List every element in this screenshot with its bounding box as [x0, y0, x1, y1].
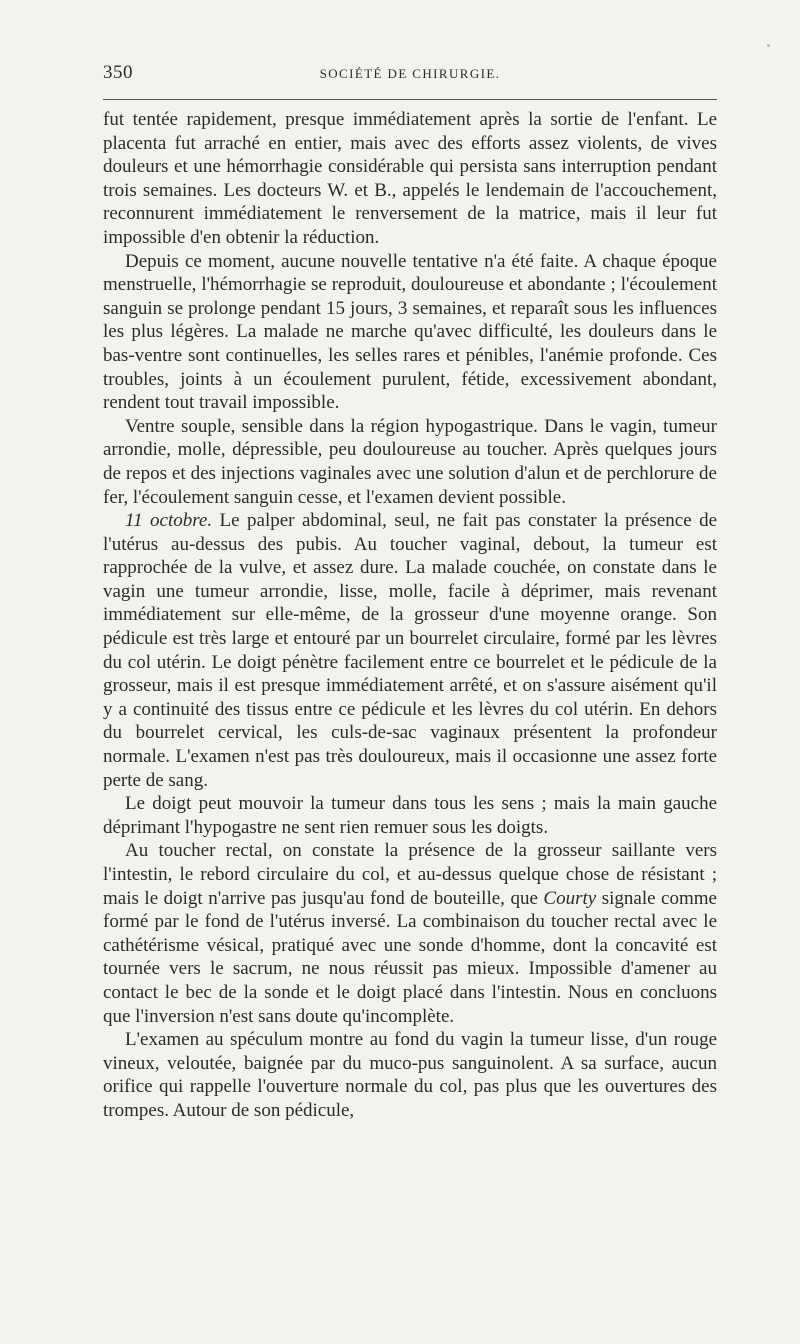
header-rule	[103, 99, 717, 100]
date-label: 11 octobre.	[125, 510, 213, 532]
author-name: Courty	[543, 887, 597, 909]
paragraph-3: Ventre souple, sensible dans la région hypogastrique. Dans le vagin, tumeur arrondie, molle, dépressible, peu douloureuse au toucher. Après quelques jours de repos et des injections vaginales avec une solution d'alun et de perchlorure de fer, l'écoulement sanguin cesse, et l'examen devient possible.	[103, 415, 717, 508]
paragraph-1: fut tentée rapidement, presque immédiatement après la sortie de l'enfant. Le placenta fut arraché en entier, mais avec des efforts assez violents, de vives douleurs et une hémorrhagie considérable qui persista sans interruption pendant trois semaines. Les docteurs W. et B., appelés le lendemain de l'accouchement, reconnurent immédiatement le renversement de la matrice, mais il leur fut impossible d'en obtenir la réduction.	[103, 109, 717, 248]
running-head	[103, 60, 717, 90]
paragraph-6	[103, 839, 717, 1028]
body-text	[103, 108, 717, 1123]
paragraph-4-text: Le palper abdominal, seul, ne fait pas constater la présence de l'utérus au-dessus des pubis. Au toucher vaginal, debout, la tumeur est rapprochée de la vulve, et assez dure. La malade couchée, on constate dans le vagin une tumeur arrondie, lisse, molle, facile à déprimer, mais revenant immédiatement sur elle-même, de la grosseur d'une moyenne orange. Son pédicule est très large et entouré par un bourrelet circulaire, formé par les lèvres du col utérin. Le doigt pénètre facilement entre ce bourrelet et le pédicule de la grosseur, mais il est presque immédiatement arrêté, et on s'assure aisément qu'il y a continuité des tissus entre ce pédicule et les lèvres du col utérin. En dehors du bourrelet cervical, les culs-de-sac vaginaux présentent la profondeur normale. L'examen n'est pas très douloureux, mais il occasionne une assez forte perte de sang.	[103, 510, 717, 791]
running-title: SOCIÉTÉ DE CHIRURGIE.	[319, 66, 501, 81]
paragraph-7: L'examen au spéculum montre au fond du vagin la tumeur lisse, d'un rouge vineux, veloutée, baignée par du muco-pus sanguinolent. A sa surface, aucun orifice qui rappelle l'ouverture normale du col, pas plus que les ouvertures des trompes. Autour de son pédicule,	[103, 1029, 717, 1121]
paragraph-2: Depuis ce moment, aucune nouvelle tentative n'a été faite. A chaque époque menstruelle, l'hémorrhagie se reproduit, douloureuse et abondante ; l'écoulement sanguin se prolonge pendant 15 jours, 3 semaines, et reparaît sous les influences les plus légères. La malade ne marche qu'avec difficulté, les douleurs dans le bas-ventre sont continuelles, les selles rares et pénibles, l'anémie profonde. Ces troubles, joints à un écoulement purulent, fétide, excessivement abondant, rendent tout travail impossible.	[103, 250, 717, 414]
paper-speck	[767, 44, 770, 47]
paragraph-6-text-b: signale comme formé par le fond de l'utérus inversé. La combinaison du toucher rectal avec le cathétérisme vésical, pratiqué avec une sonde d'homme, dont la concavité est tournée vers le sacrum, ne nous réussit pas mieux. Impossible d'amener au contact le bec de la sonde et le doigt placé dans l'intestin. Nous en concluons que l'inversion n'est sans doute qu'incomplète.	[103, 887, 717, 1027]
page-number: 350	[103, 62, 133, 83]
paragraph-6-text-a: Au toucher rectal, on constate la présence de la grosseur saillante vers l'intestin, le rebord circulaire du col, et au-dessus quelque chose de résistant ; mais le doigt n'arrive pas jusqu'au fond de bouteille, que	[103, 840, 717, 909]
paragraph-5: Le doigt peut mouvoir la tumeur dans tous les sens ; mais la main gauche déprimant l'hypogastre ne sent rien remuer sous les doigts.	[103, 793, 717, 838]
paragraph-4	[103, 509, 717, 792]
